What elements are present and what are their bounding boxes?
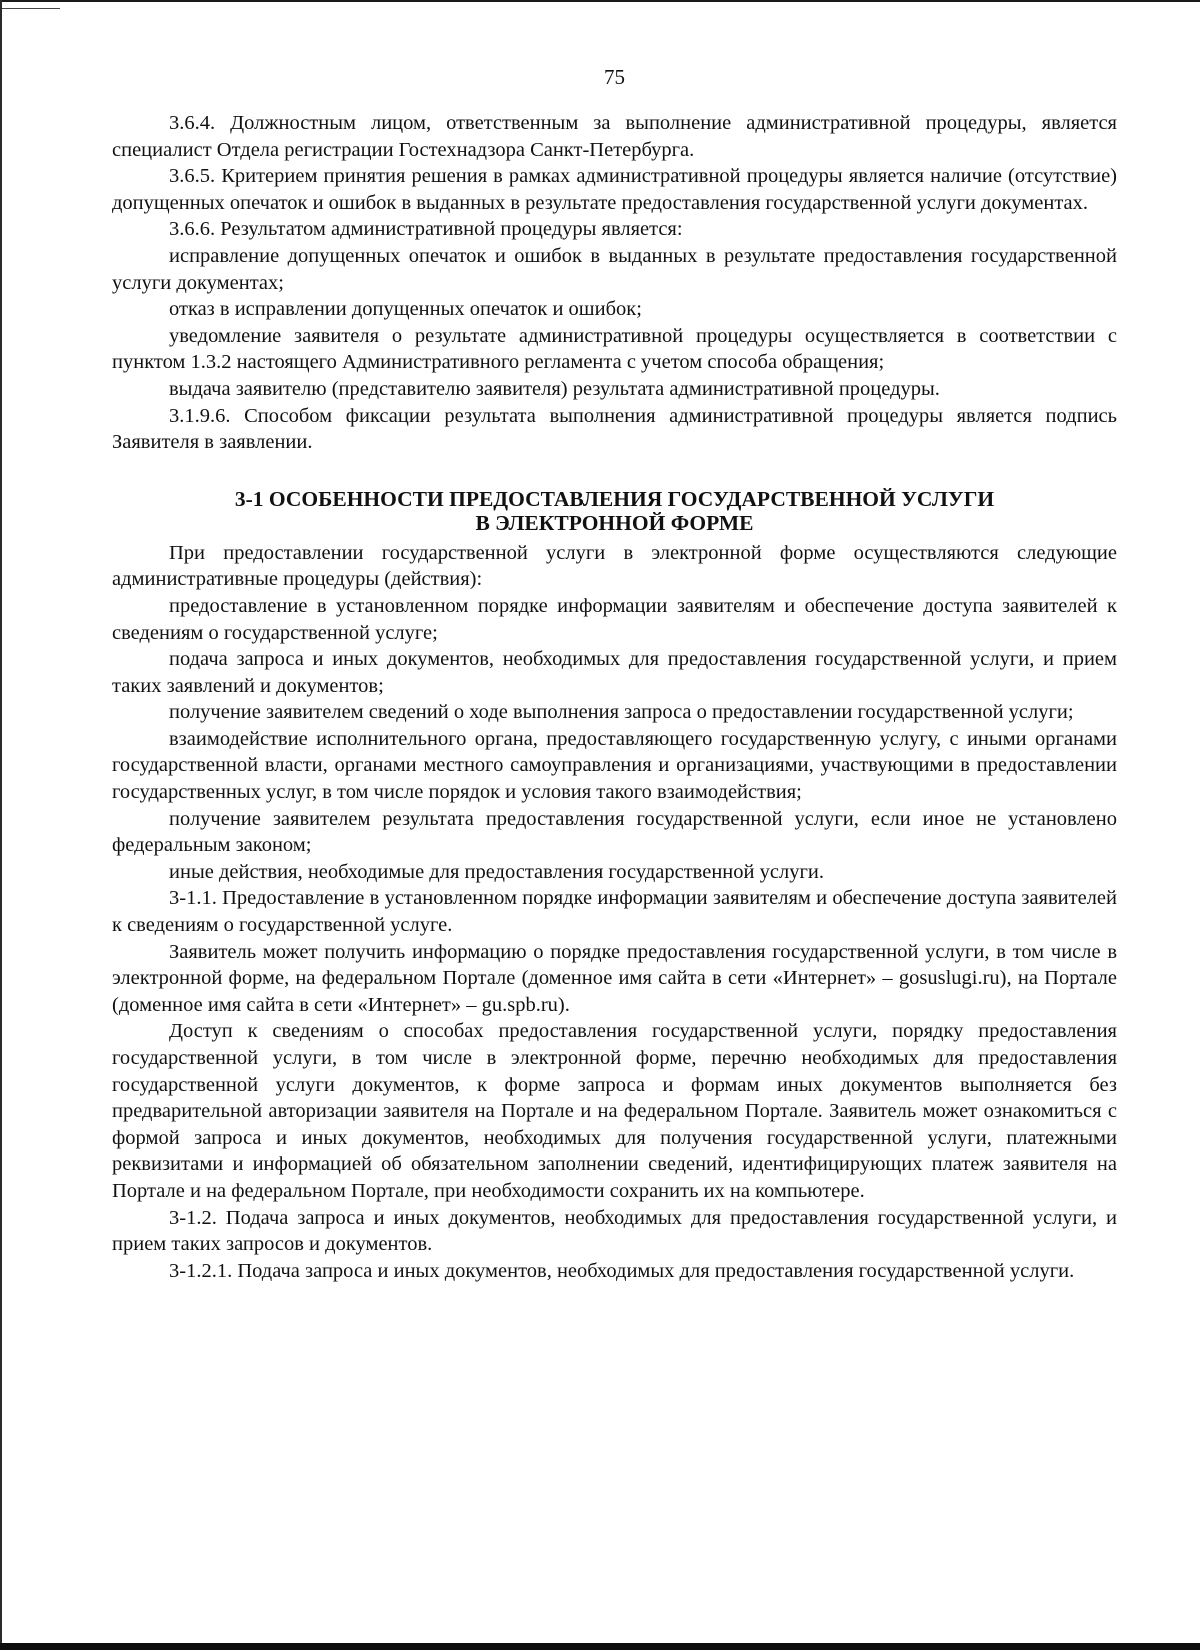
procedure-item-other: иные действия, необходимые для предоставления государственной услуги. [169, 860, 824, 883]
paragraph-3-1-1: 3-1.1. Предоставление в установленном порядке информации заявителям и обеспечение доступа заявителей к сведениям о государственной услуге. [112, 887, 1117, 937]
paragraph-access-info: Доступ к сведениям о способах предоставления государственной услуги, порядку предоставления государственной услуги, в том числе в электронной форме, перечню необходимых для предоставления государственной услуги документов, к форме запроса и формам иных документов выполняется без предварительной авторизации заявителя на Портале и на федеральном Портале. Заявитель может ознакомиться с формой запроса и иных документов, необходимых для получения государственной услуги, платежными реквизитами и информацией об обязательном заполнении сведений, идентифицирующих платеж заявителя на Портале и на федеральном Портале, при необходимости сохранить их на компьютере. [112, 1020, 1117, 1202]
section-heading-line-1: 3-1 ОСОБЕННОСТИ ПРЕДОСТАВЛЕНИЯ ГОСУДАРСТВЕННОЙ УСЛУГИ [234, 486, 995, 511]
paragraph-3-6-4: 3.6.4. Должностным лицом, ответственным за выполнение административной процедуры, является специалист Отдела регистрации Гостехнадзора Санкт-Петербурга. [112, 112, 1117, 161]
section-heading-line-2: В ЭЛЕКТРОННОЙ ФОРМЕ [475, 511, 754, 536]
procedure-item-submission: подача запроса и иных документов, необходимых для предоставления государственной услуги, и прием таких заявлений и документов; [112, 648, 1117, 697]
result-item-notification: уведомление заявителя о результате административной процедуры осуществляется в соответствии с пунктом 1.3.2 настоящего Административного регламента с учетом способа обращения; [112, 324, 1117, 374]
result-item-issuance: выдача заявителю (представителю заявителя) результата административной процедуры. [169, 377, 940, 400]
procedure-item-information: предоставление в установленном порядке информации заявителям и обеспечение доступа заявителей к сведениям о государственной услуге; [112, 594, 1117, 644]
paragraph-portal-info: Заявитель может получить информацию о порядке предоставления государственной услуги, в том числе в электронной форме, на федеральном Портале (доменное имя сайта в сети «Интернет» – gosuslugi.ru), на Портале (доменное имя сайта в сети «Интернет» – gu.spb.ru). [112, 940, 1117, 1016]
paragraph-3-1-9-6: 3.1.9.6. Способом фиксации результата выполнения административной процедуры является подпись Заявителя в заявлении. [112, 404, 1117, 454]
section-heading [112, 487, 1117, 536]
paragraph-3-1-2-1: 3-1.2.1. Подача запроса и иных документов, необходимых для предоставления государственной услуги. [169, 1259, 1075, 1282]
procedure-item-status: получение заявителем сведений о ходе выполнения запроса о предоставлении государственной услуги; [169, 701, 1074, 724]
document-page [112, 64, 1117, 1284]
scan-edge-top [0, 0, 1200, 2]
scan-edge-left [0, 0, 2, 1650]
procedure-item-interaction: взаимодействие исполнительного органа, предоставляющего государственную услугу, с иными органами государственной власти, органами местного самоуправления и организациями, участвующими в предоставлении государственных услуг, в том числе порядок и условия такого взаимодействия; [112, 727, 1117, 804]
scan-edge-bottom [0, 1643, 1200, 1650]
result-item-correction: исправление допущенных опечаток и ошибок в выданных в результате предоставления государственной услуги документах; [112, 244, 1117, 294]
paragraph-3-6-5: 3.6.5. Критерием принятия решения в рамках административной процедуры является наличие (отсутствие) допущенных опечаток и ошибок в выданных в результате предоставления государственной услуги документах. [112, 165, 1117, 214]
procedure-item-result: получение заявителем результата предоставления государственной услуги, если иное не установлено федеральным законом; [112, 807, 1117, 857]
scan-corner-mark [0, 0, 60, 9]
paragraph-3-6-6: 3.6.6. Результатом административной процедуры является: [169, 218, 683, 241]
result-item-refusal: отказ в исправлении допущенных опечаток и ошибок; [169, 298, 642, 321]
page-number: 75 [604, 65, 625, 89]
paragraph-intro-procedures: При предоставлении государственной услуги в электронной форме осуществляются следующие административные процедуры (действия): [112, 541, 1117, 591]
paragraph-3-1-2: 3-1.2. Подача запроса и иных документов, необходимых для предоставления государственной услуги, и прием таких запросов и документов. [112, 1206, 1117, 1256]
